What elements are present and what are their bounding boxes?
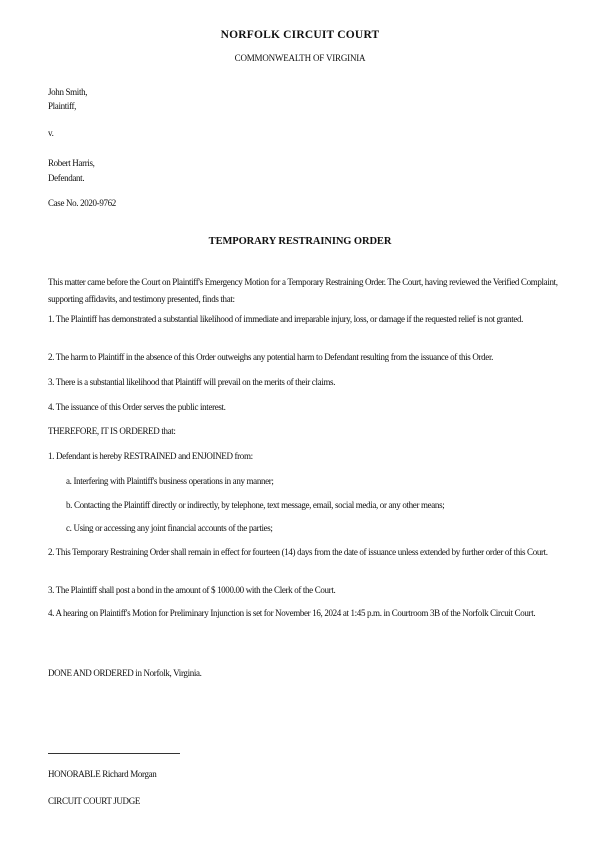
order-item: 3. The Plaintiff shall post a bond in the amount of $ 1000.00 with the Clerk of the Court.: [48, 585, 336, 595]
order-sub-item: a. Interfering with Plaintiff's business operations in any manner;: [66, 476, 274, 486]
order-item: 2. This Temporary Restraining Order shall remain in effect for fourteen (14) days from the date of issuance unless extended by further order of this Court.: [48, 547, 548, 557]
jurisdiction: COMMONWEALTH OF VIRGINIA: [234, 53, 366, 63]
finding-item: 2. The harm to Plaintiff in the absence of this Order outweighs any potential harm to Defendant resulting from the issuance of this Order.: [48, 352, 493, 362]
done-and-ordered: DONE AND ORDERED in Norfolk, Virginia.: [48, 668, 202, 678]
court-name: NORFOLK CIRCUIT COURT: [220, 29, 380, 41]
order-item: 1. Defendant is hereby RESTRAINED and ENJOINED from:: [48, 451, 253, 461]
plaintiff-role: Plaintiff,: [48, 101, 77, 111]
defendant-name: Robert Harris,: [48, 158, 95, 168]
order-sub-item: b. Contacting the Plaintiff directly or indirectly, by telephone, text message, email, social media, or any other means;: [66, 500, 445, 510]
document-title: TEMPORARY RESTRAINING ORDER: [208, 236, 392, 247]
finding-item: 4. The issuance of this Order serves the public interest.: [48, 402, 226, 412]
finding-item: 3. There is a substantial likelihood that Plaintiff will prevail on the merits of their claims.: [48, 377, 336, 387]
signature-line: [48, 753, 180, 754]
defendant-role: Defendant.: [48, 173, 85, 183]
order-item: 4. A hearing on Plaintiff's Motion for Preliminary Injunction is set for November 16, 2024 at 1:45 p.m. in Courtroom 3B of the Norfolk Circuit Court.: [48, 608, 536, 618]
judge-title: CIRCUIT COURT JUDGE: [48, 796, 140, 806]
finding-item: 1. The Plaintiff has demonstrated a substantial likelihood of immediate and irreparable injury, loss, or damage if the requested relief is not granted.: [48, 314, 524, 324]
versus: v.: [48, 128, 54, 138]
intro-paragraph: This matter came before the Court on Plaintiff's Emergency Motion for a Temporary Restraining Order. The Court, having reviewed the Verified Complaint, supporting affidavits, and testimony presented, finds that:: [48, 277, 558, 304]
case-number: Case No. 2020-9762: [48, 198, 116, 208]
plaintiff-name: John Smith,: [48, 87, 88, 97]
therefore-clause: THEREFORE, IT IS ORDERED that:: [48, 426, 176, 436]
judge-name: HONORABLE Richard Morgan: [48, 769, 157, 779]
order-sub-item: c. Using or accessing any joint financial accounts of the parties;: [66, 523, 273, 533]
